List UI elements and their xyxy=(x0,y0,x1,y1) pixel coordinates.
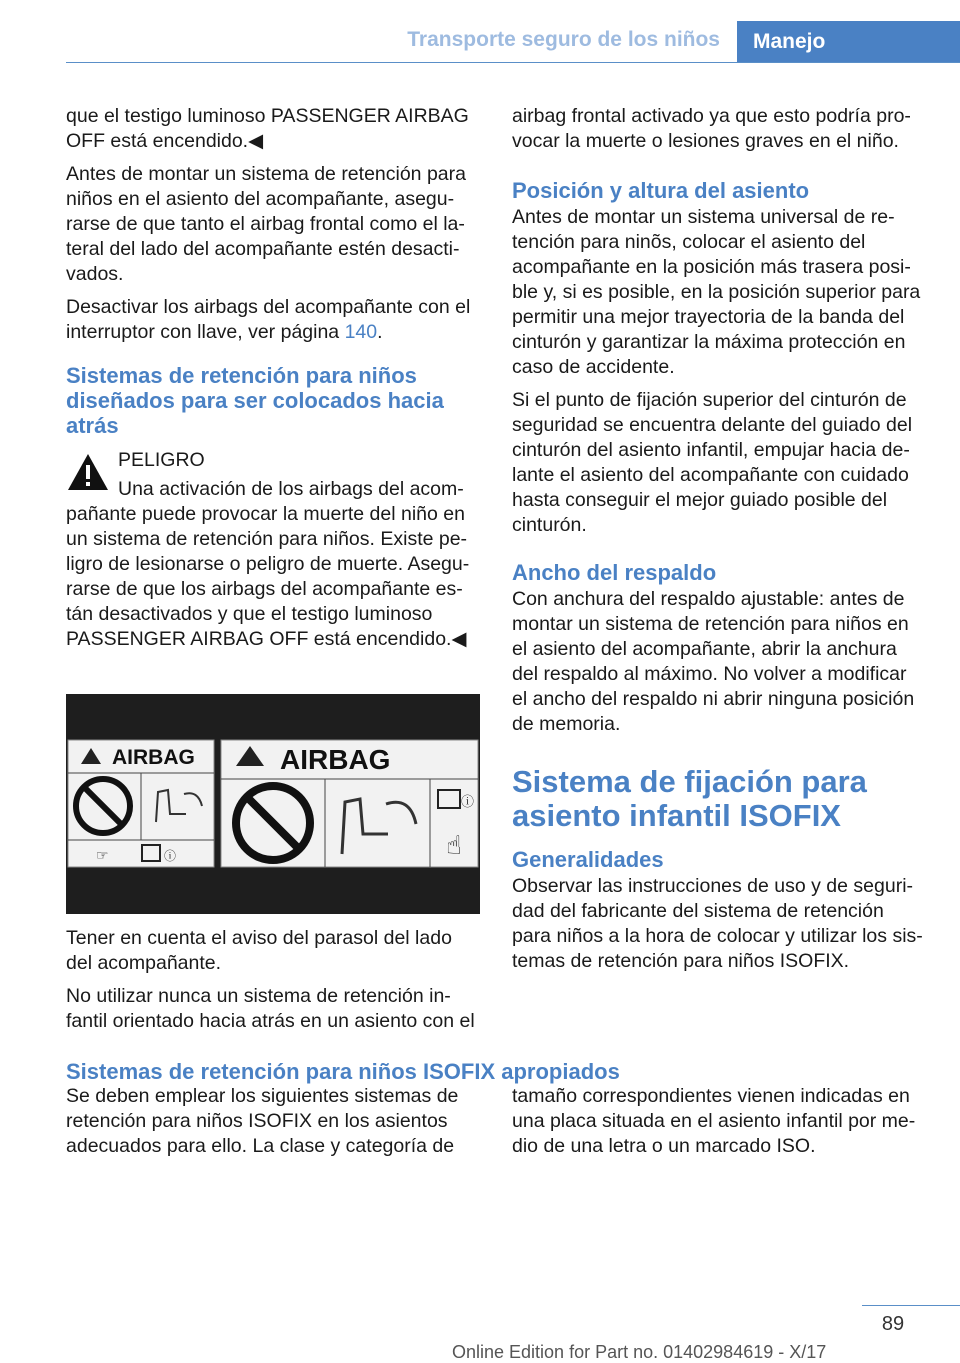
hand-icon: ☝ xyxy=(446,831,462,861)
paragraph: Desactivar los airbags del acompañante con el interruptor con llave, ver página 140. xyxy=(66,296,471,343)
header-section-title: Transporte seguro de los niños xyxy=(407,28,720,51)
header-rule xyxy=(66,62,960,63)
airbag-label-large-text: AIRBAG xyxy=(280,744,391,775)
paragraph: Tener en cuenta el aviso del parasol del lado del acompañante. xyxy=(66,927,452,974)
paragraph: Con anchura del respaldo ajustable: antes de montar un sistema de retención para niños en el asiento del acompañante, abrir la anchura del respaldo al máximo. No volver a modificar el ancho del respaldo ni abrir ninguna posición de memoria. xyxy=(512,588,915,735)
bottom-left-text: Se deben emplear los siguientes sistemas de retención para niños ISOFIX en los asientos adecuados para ello. La clase y categoría de xyxy=(66,1085,459,1157)
warning-icon xyxy=(66,452,110,492)
airbag-label-illustration xyxy=(66,694,480,914)
paragraph: airbag frontal activado ya que esto podría pro‐vocar la muerte o lesiones graves en el niño. xyxy=(512,105,911,152)
right-column xyxy=(512,104,926,982)
edition-footer: Online Edition for Part no. 01402984619 - X/17 xyxy=(452,1342,827,1362)
bottom-right-text: tamaño correspondientes vienen indicadas en una placa situada en el asiento infantil por me‐dio de una letra o un marcado ISO. xyxy=(512,1085,916,1157)
page-link[interactable]: 140 xyxy=(344,321,378,343)
warning-block xyxy=(66,448,480,652)
section-heading: Sistemas de retención para niños diseñados para ser colocados hacia atrás xyxy=(66,363,444,438)
section-heading: Posición y altura del asiento xyxy=(512,178,810,203)
section-heading-isofix-apropiados: Sistemas de retención para niños ISOFIX apropiados xyxy=(66,1059,620,1084)
paragraph: No utilizar nunca un sistema de retención in‐fantil orientado hacia atrás en un asiento con el xyxy=(66,985,475,1032)
info-icon: ⓘ xyxy=(461,795,475,810)
warning-text: Una activación de los airbags del acom‐pañante puede provocar la muerte del niño en un sistema de retención para niños. Existe pe‐ligro de lesionarse o peligro de muerte. Asegu‐rarse de que los airbags del acompañante es‐tán desactivados y que el testigo luminoso PASSENGER AIRBAG OFF está encendido.◀ xyxy=(66,478,470,650)
hand-pointer-icon: ☞ xyxy=(96,848,109,864)
section-heading: Generalidades xyxy=(512,847,664,872)
large-airbag-label xyxy=(221,740,478,867)
paragraph: Antes de montar un sistema universal de re‐tención para ninõs, colocar el asiento del acompañante en la posición más trasera posi‐ble y, si es posible, en la posición superior para permitir una mejor trayectoria de la banda del cinturón y garantizar la máxima protección en caso de accidente. xyxy=(512,206,921,378)
footer-rule xyxy=(862,1305,960,1306)
small-airbag-label xyxy=(68,740,214,867)
paragraph: Si el punto de fijación superior del cinturón de seguridad se encuentra delante del guiado del cinturón del asiento infantil, empujar hacia de‐lante el asiento del acompañante con cuidado hasta conseguir el mejor guiado posible del cinturón. xyxy=(512,389,913,536)
page-number: 89 xyxy=(881,1313,905,1335)
warning-title: PELIGRO xyxy=(118,449,205,471)
section-heading: Ancho del respaldo xyxy=(512,560,717,585)
left-column-lower xyxy=(66,926,480,1042)
paragraph: Observar las instrucciones de uso y de seguri‐dad del fabricante del sistema de retención para niños a la hora de colocar y utilizar los sis‐temas de retención para niños ISOFIX. xyxy=(512,875,923,972)
paragraph: que el testigo luminoso PASSENGER AIRBAG OFF está encendido.◀ xyxy=(66,105,469,152)
header-chapter-tab[interactable]: Manejo xyxy=(737,21,960,62)
info-icon: ⓘ xyxy=(164,849,177,863)
left-column xyxy=(66,104,480,652)
chapter-heading: Sistema de fijación para asiento infantil ISOFIX xyxy=(512,764,867,833)
airbag-label-small-text: AIRBAG xyxy=(112,746,195,769)
airbag-warning-figure xyxy=(66,694,480,914)
paragraph: Antes de montar un sistema de retención para niños en el asiento del acompañante, asegu‐rarse de que tanto el airbag frontal como el la‐teral del lado del acompañante estén desacti‐vados. xyxy=(66,163,466,285)
